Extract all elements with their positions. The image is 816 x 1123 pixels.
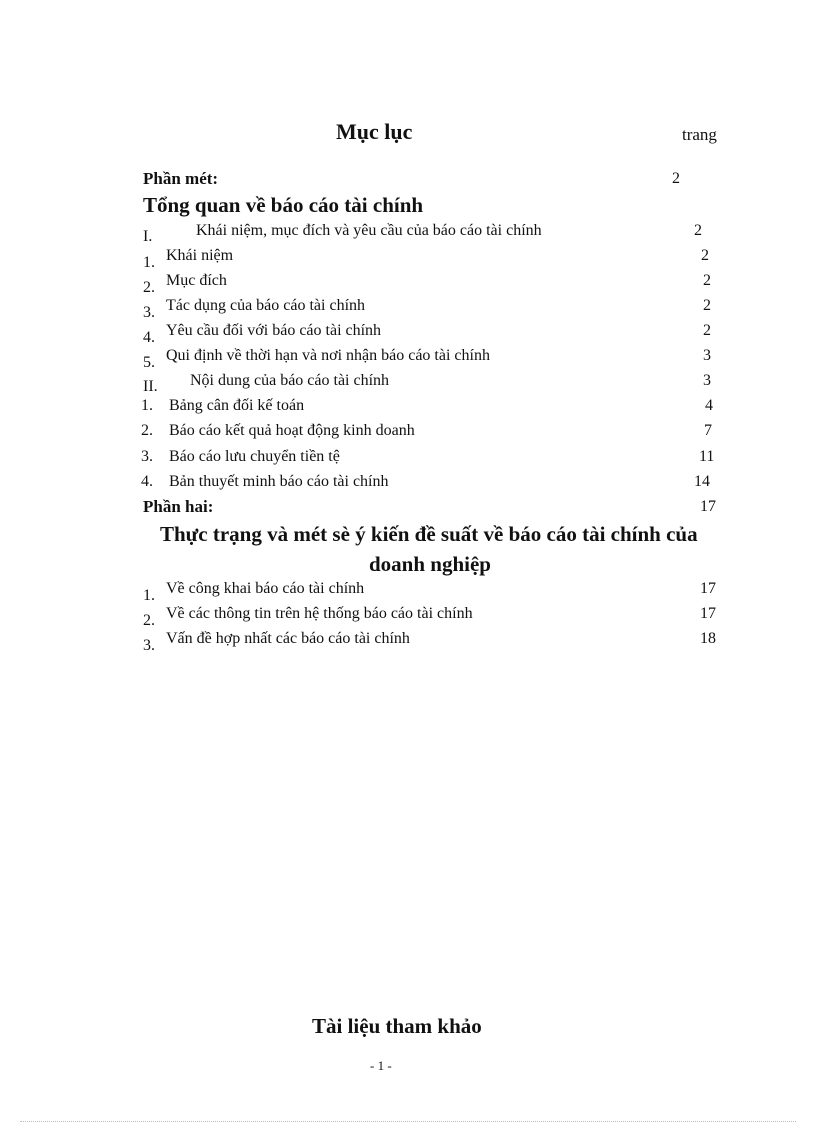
toc-item-page: 2 — [703, 322, 711, 339]
part-one-label: Phần mét: — [143, 169, 219, 188]
toc-item-text[interactable]: Bảng cân đối kế toán — [169, 397, 305, 414]
part-two-label: Phần hai: — [143, 497, 214, 516]
toc-item-number: 4. — [143, 329, 155, 346]
part-one-heading: Tổng quan về báo cáo tài chính — [143, 193, 424, 217]
section-two-number: II. — [143, 378, 158, 395]
page-number: - 1 - — [370, 1058, 392, 1073]
toc-title: Mục lục — [336, 119, 413, 144]
toc-item-number: 4. — [141, 473, 153, 490]
toc-item-number: 3. — [143, 637, 155, 654]
toc-item-text[interactable]: Về công khai báo cáo tài chính — [166, 580, 365, 597]
part-two-heading-continued: doanh nghiệp — [369, 552, 491, 576]
page-edge-divider — [20, 1121, 796, 1122]
part-two-page: 17 — [700, 498, 716, 515]
toc-item-number: 1. — [141, 397, 153, 414]
toc-item-number: 5. — [143, 354, 155, 371]
section-one-page: 2 — [694, 222, 702, 239]
toc-item-number: 1. — [143, 587, 155, 604]
toc-item-number: 3. — [143, 304, 155, 321]
part-two-heading: Thực trạng và mét sè ý kiến đề suất về báo cáo tài chính của — [160, 522, 698, 546]
toc-item-number: 3. — [141, 448, 153, 465]
toc-item-page: 2 — [703, 297, 711, 314]
toc-item-text[interactable]: Tác dụng của báo cáo tài chính — [166, 297, 366, 314]
toc-item-page: 17 — [700, 605, 716, 622]
toc-item-text[interactable]: Khái niệm — [166, 247, 234, 264]
toc-item-page: 11 — [699, 448, 715, 465]
section-two-page: 3 — [703, 372, 711, 389]
toc-item-text[interactable]: Báo cáo kết quả hoạt động kinh doanh — [169, 422, 415, 439]
toc-item-text[interactable]: Báo cáo lưu chuyển tiền tệ — [169, 448, 340, 465]
toc-item-text[interactable]: Vấn đề hợp nhất các báo cáo tài chính — [166, 630, 410, 647]
toc-item-text[interactable]: Bản thuyết minh báo cáo tài chính — [169, 473, 389, 490]
toc-item-page: 7 — [704, 422, 712, 439]
references-heading: Tài liệu tham khảo — [312, 1014, 482, 1038]
toc-item-page: 4 — [705, 397, 713, 414]
toc-item-text[interactable]: Yêu cầu đối với báo cáo tài chính — [166, 322, 382, 339]
section-one-title[interactable]: Khái niệm, mục đích và yêu cầu của báo cáo tài chính — [196, 222, 542, 239]
page-column-label: trang — [682, 125, 717, 144]
toc-item-number: 2. — [141, 422, 153, 439]
toc-item-page: 2 — [701, 247, 709, 264]
toc-item-page: 3 — [703, 347, 711, 364]
toc-item-number: 1. — [143, 254, 155, 271]
toc-item-page: 18 — [700, 630, 716, 647]
toc-item-text[interactable]: Về các thông tin trên hệ thống báo cáo tài chính — [166, 605, 473, 622]
section-one-number: I. — [143, 228, 153, 245]
toc-item-number: 2. — [143, 279, 155, 296]
toc-item-page: 14 — [694, 473, 710, 490]
toc-item-text[interactable]: Mục đích — [166, 272, 227, 289]
toc-item-number: 2. — [143, 612, 155, 629]
toc-item-page: 17 — [700, 580, 716, 597]
section-two-title[interactable]: Nội dung của báo cáo tài chính — [190, 372, 390, 389]
part-one-page: 2 — [672, 170, 680, 187]
toc-item-page: 2 — [703, 272, 711, 289]
toc-item-text[interactable]: Qui định về thời hạn và nơi nhận báo cáo tài chính — [166, 347, 490, 364]
